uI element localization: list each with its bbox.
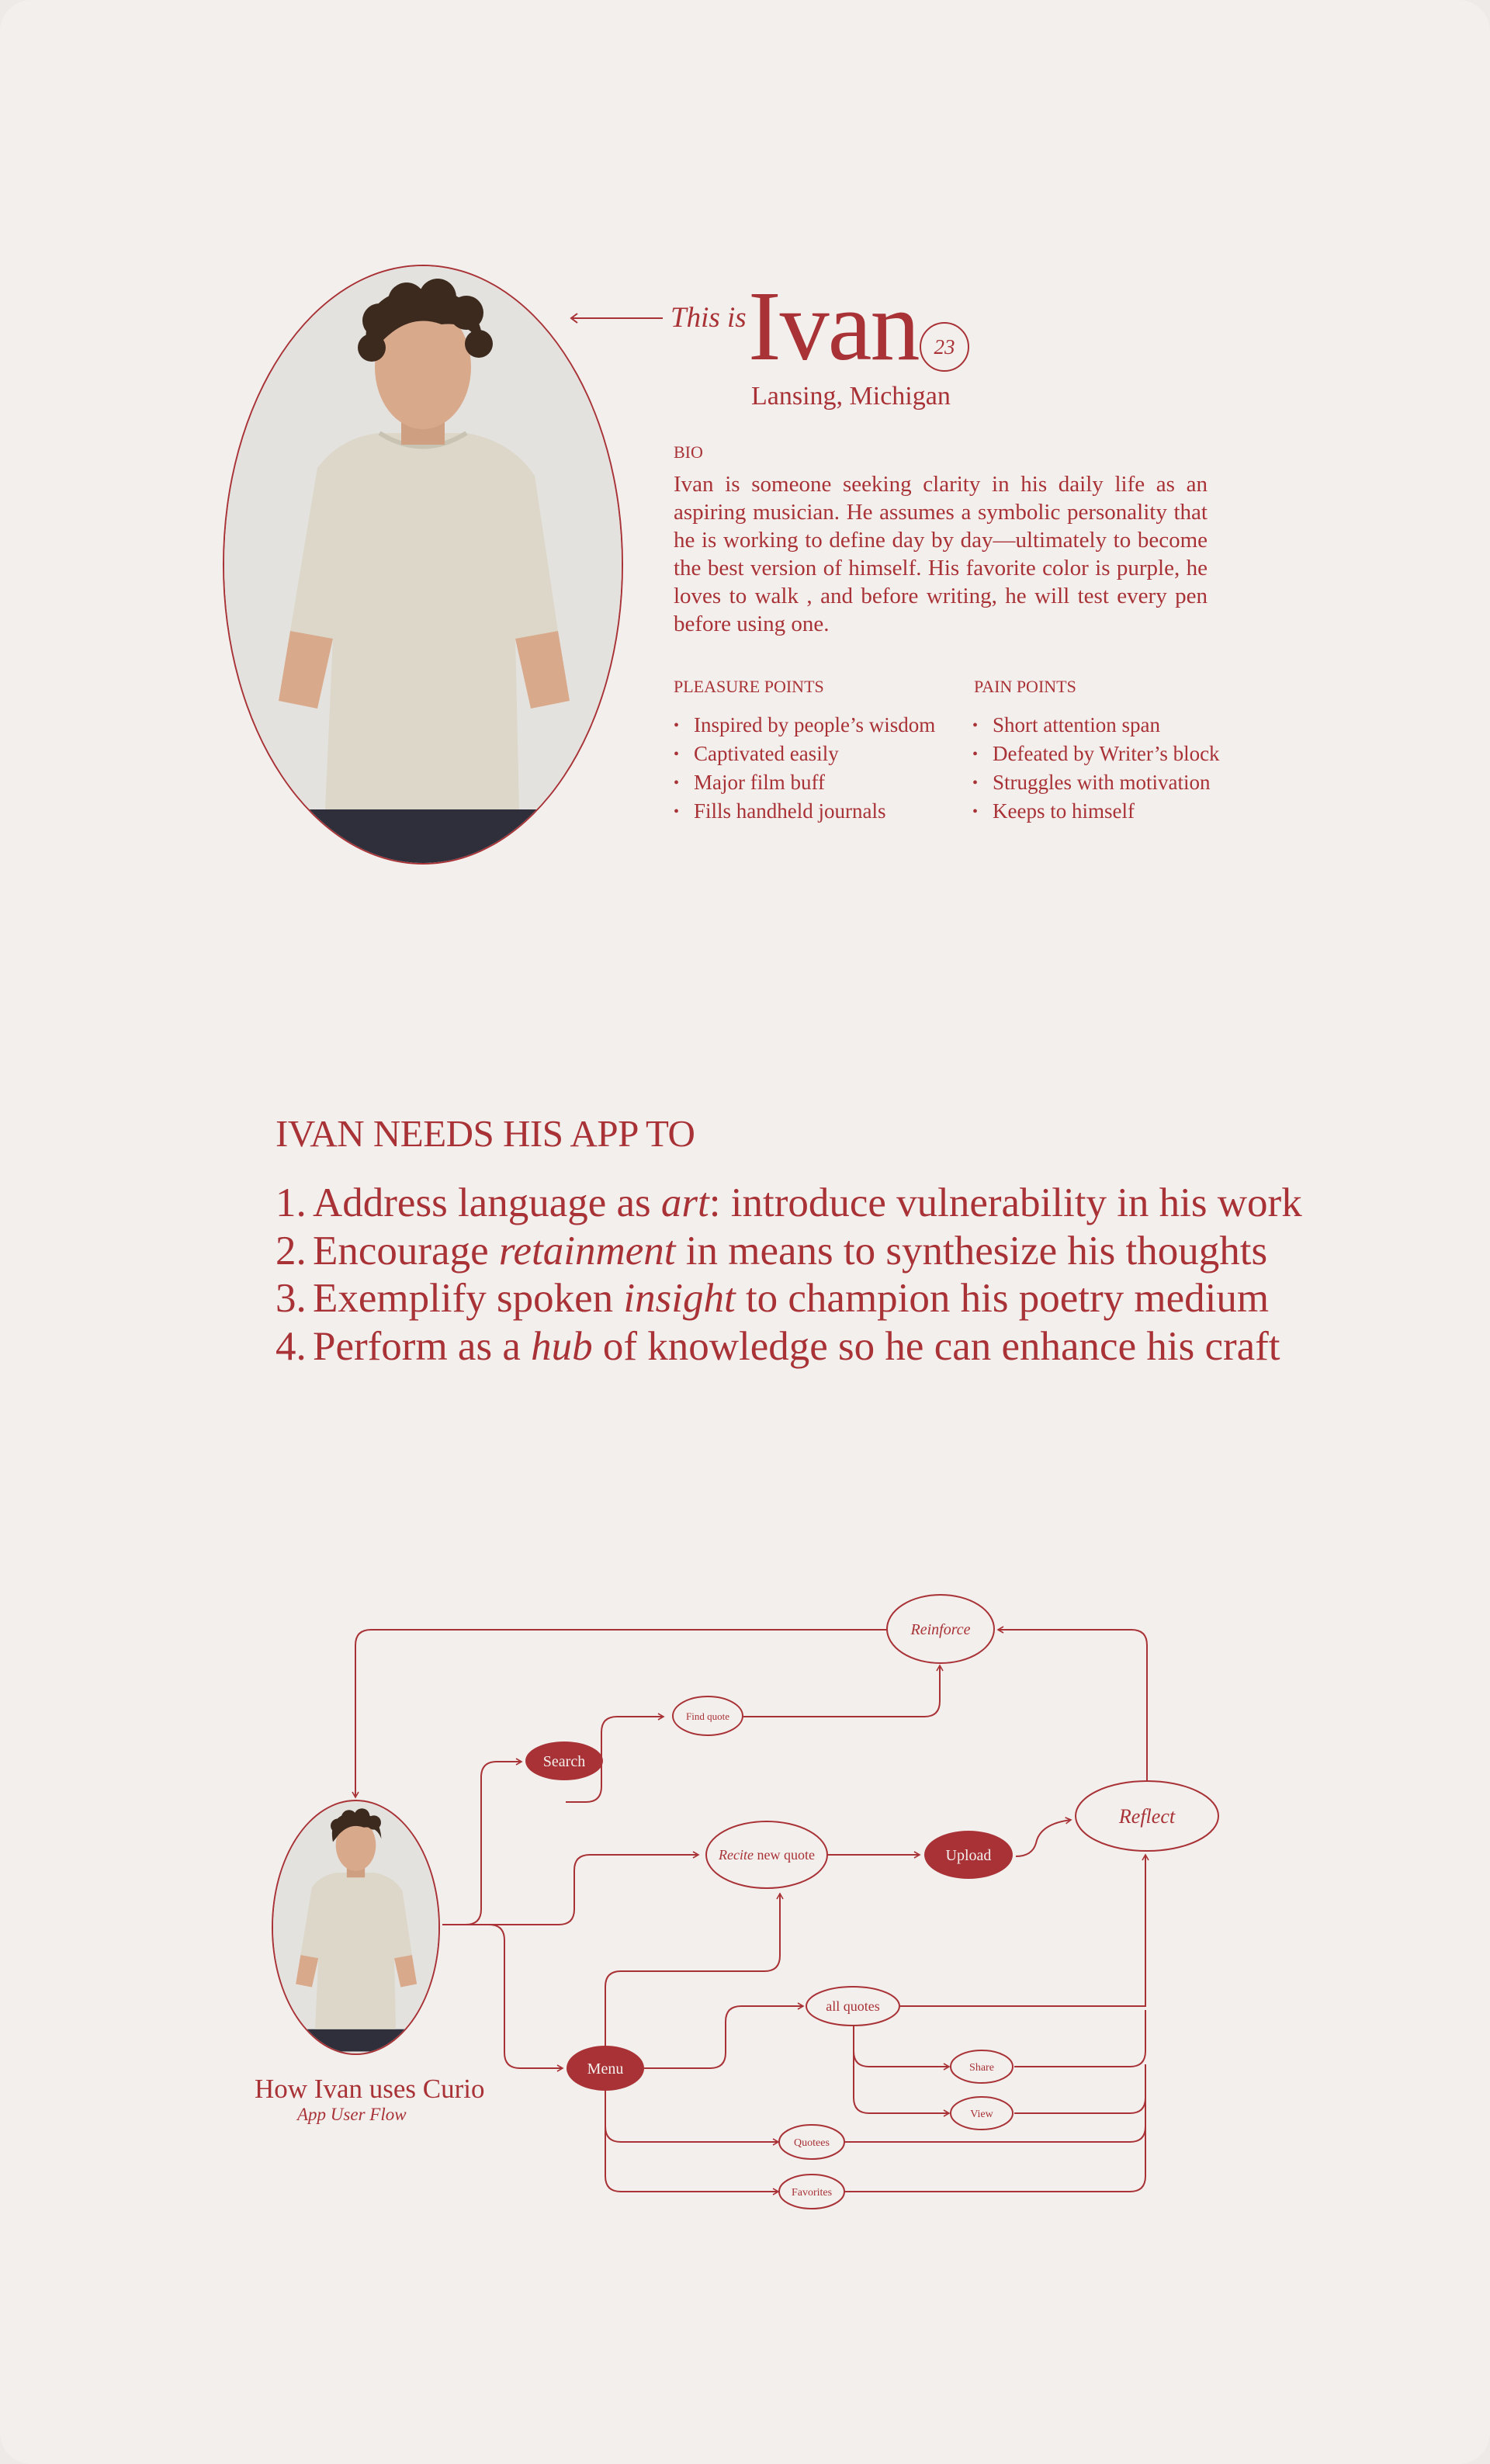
need-item — [275, 1275, 1302, 1323]
user-flow-diagram — [0, 1591, 1490, 2289]
node-search-label: Search — [542, 1753, 586, 1770]
list-item: • Defeated by Writer’s block — [972, 740, 1220, 768]
connector — [854, 2022, 949, 2067]
pain-points-list — [972, 711, 1220, 826]
need-emphasis: hub — [531, 1323, 593, 1369]
need-item — [275, 1323, 1302, 1371]
flow-caption: How Ivan uses Curio — [255, 2074, 485, 2104]
connector — [355, 1630, 888, 1797]
age-badge: 23 — [920, 322, 969, 372]
list-item: • Captivated easily — [674, 740, 935, 768]
need-number: 4. — [275, 1323, 307, 1369]
need-number: 2. — [275, 1228, 307, 1274]
node-recite-emphasis: Recite — [719, 1847, 754, 1863]
list-item: • Inspired by people’s wisdom — [674, 711, 935, 740]
node-recite-label — [718, 1847, 815, 1863]
connector — [998, 1630, 1147, 1800]
bio-text: Ivan is someone seeking clarity in his daily life as an aspiring musician. He assumes a symbolic personality that he is working to define day by day—ultimately to become the best version of himself. His favorite color is purple, he loves to walk , and before writing, he will test every pen before using one. — [674, 472, 1208, 636]
need-emphasis: art — [660, 1180, 709, 1225]
list-item: • Major film buff — [674, 768, 935, 797]
ivan-portrait — [223, 265, 623, 865]
need-text: Address language as — [313, 1180, 661, 1225]
flow-portrait — [272, 1800, 440, 2055]
node-favorites-label: Favorites — [791, 2187, 833, 2199]
persona-name: Ivan — [748, 271, 919, 381]
need-text: to champion his poetry medium — [735, 1276, 1270, 1321]
node-recite-text: new quote — [753, 1847, 815, 1863]
connector — [900, 1855, 1145, 2006]
need-emphasis: retainment — [498, 1228, 676, 1274]
connector — [1016, 1820, 1071, 1856]
connector — [644, 2006, 803, 2068]
bio-label: BIO — [674, 442, 703, 462]
connector — [1014, 2064, 1145, 2113]
pleasure-points-label: PLEASURE POINTS — [674, 677, 824, 696]
need-text: Exemplify spoken — [313, 1276, 624, 1321]
node-reinforce-label: Reinforce — [910, 1621, 971, 1638]
pleasure-points-list — [674, 711, 935, 826]
need-number: 1. — [275, 1180, 307, 1225]
list-item: • Keeps to himself — [972, 797, 1220, 826]
need-emphasis: insight — [623, 1276, 736, 1321]
connector — [854, 2051, 949, 2113]
flow-subcaption: App User Flow — [297, 2105, 407, 2124]
connector — [842, 2126, 1145, 2192]
node-reflect-label: Reflect — [1118, 1805, 1176, 1828]
need-number: 3. — [275, 1276, 307, 1321]
list-item: • Fills handheld journals — [674, 797, 935, 826]
node-menu-label: Menu — [587, 2060, 624, 2078]
need-text: of knowledge so he can enhance his craft — [592, 1323, 1280, 1369]
connector — [442, 1762, 522, 1925]
node-share-label: Share — [969, 2062, 994, 2074]
need-text: in means to synthesize his thoughts — [675, 1228, 1268, 1274]
intro-text: This is — [670, 302, 747, 334]
list-item: • Short attention span — [972, 711, 1220, 740]
connector — [442, 1925, 563, 2068]
connector — [605, 1894, 780, 2068]
need-text: Perform as a — [313, 1323, 532, 1369]
node-upload-label: Upload — [945, 1847, 992, 1864]
pain-points-label: PAIN POINTS — [974, 677, 1076, 696]
list-item: • Struggles with motivation — [972, 768, 1220, 797]
needs-list — [275, 1180, 1302, 1371]
location: Lansing, Michigan — [751, 382, 951, 411]
need-item — [275, 1228, 1302, 1276]
need-text: : introduce vulnerability in his work — [709, 1180, 1302, 1225]
connector — [743, 1665, 940, 1717]
node-quotees-label: Quotees — [794, 2137, 830, 2149]
connector — [1014, 2010, 1145, 2067]
pointer-arrow-icon — [568, 310, 664, 326]
node-find-quote-label: Find quote — [686, 1710, 729, 1722]
need-text: Encourage — [313, 1228, 499, 1274]
connector — [605, 2126, 778, 2192]
need-item — [275, 1180, 1302, 1228]
needs-title: IVAN NEEDS HIS APP TO — [275, 1112, 695, 1155]
node-all-quotes-label: all quotes — [826, 1998, 880, 2014]
node-view-label: View — [970, 2109, 993, 2120]
